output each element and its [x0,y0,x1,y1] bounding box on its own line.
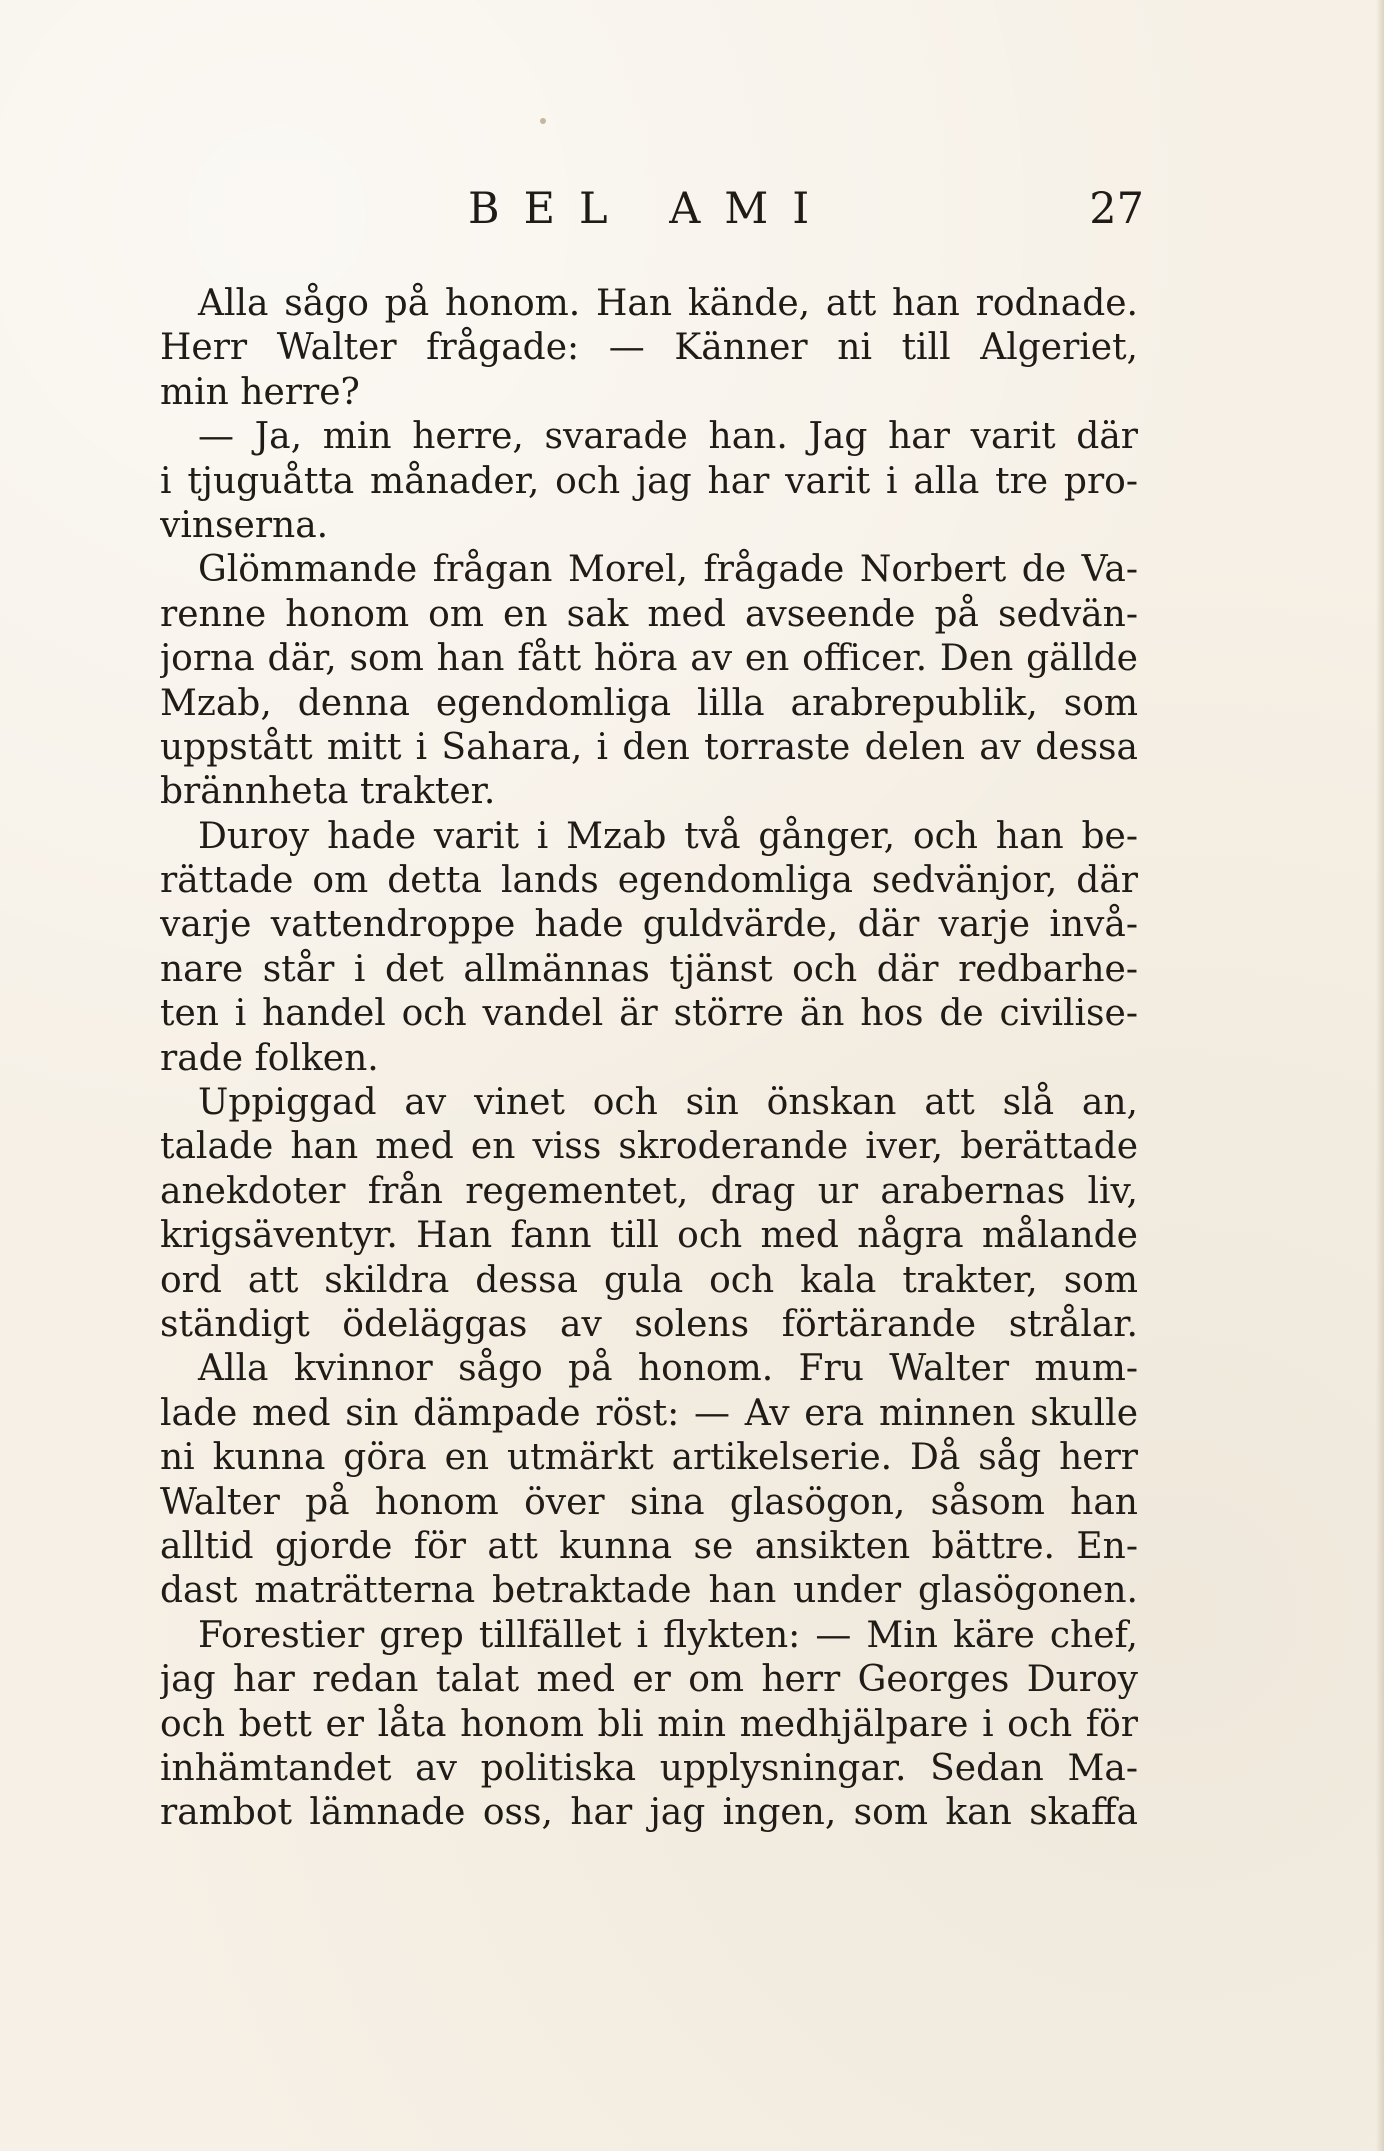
text-line: ni kunna göra en utmärkt artikelserie. Då såg herr [160,1437,1138,1479]
text-line: jag har redan talat med er om herr Georges Duroy [160,1659,1138,1701]
text-line: och bett er låta honom bli min medhjälpare i och för [160,1703,1138,1745]
running-title: BEL AMI [468,184,834,234]
text-line: lade med sin dämpade röst: — Av era minnen skulle [160,1392,1138,1434]
text-line: inhämtandet av politiska upplysningar. Sedan Ma- [160,1747,1138,1789]
text-line: Walter på honom över sina glasögon, såsom han [160,1481,1138,1523]
text-line: ständigt ödeläggas av solens förtärande strålar. [160,1303,1138,1345]
text-line: Herr Walter frågade: — Känner ni till Algeriet, [160,327,1138,369]
text-line: nare står i det allmännas tjänst och där redbarhe- [160,948,1138,990]
text-line: vinserna. [160,504,329,546]
text-line: anekdoter från regementet, drag ur arabernas liv, [160,1170,1138,1212]
text-line: i tjuguåtta månader, och jag har varit i alla tre pro- [160,460,1138,502]
text-line: Forestier grep tillfället i flykten: — Min käre chef, [198,1614,1138,1656]
text-line: — Ja, min herre, svarade han. Jag har varit där [198,416,1138,458]
page-header [160,178,1150,240]
text-line: brännheta trakter. [160,771,496,813]
text-line: Alla kvinnor sågo på honom. Fru Walter mum- [198,1348,1138,1390]
text-line: Alla sågo på honom. Han kände, att han rodnade. [198,283,1138,324]
text-line: renne honom om en sak med avseende på sedvän- [160,593,1138,635]
text-line: rambot lämnade oss, har jag ingen, som kan skaffa [160,1792,1138,1834]
body-text [160,282,1138,1836]
text-line: krigsäventyr. Han fann till och med några målande [160,1215,1138,1257]
paper-speck [540,118,546,124]
text-line: ord att skildra dessa gula och kala trakter, som [160,1259,1138,1301]
text-line: uppstått mitt i Sahara, i den torraste delen av dessa [160,726,1138,768]
text-line: rättade om detta lands egendomliga sedvänjor, där [160,860,1138,902]
text-line: Glömmande frågan Morel, frågade Norbert de Va- [198,549,1138,591]
text-line: Duroy hade varit i Mzab två gånger, och han be- [198,815,1138,857]
text-line: min herre? [160,371,360,413]
text-line: dast maträtterna betraktade han under glasögonen. [160,1570,1138,1612]
text-line: alltid gjorde för att kunna se ansikten bättre. En- [160,1525,1138,1567]
text-line: Mzab, denna egendomliga lilla arabrepublik, som [160,682,1138,724]
page-number: 27 [1089,184,1144,234]
page-edge-shadow [1376,0,1384,2151]
text-line: rade folken. [160,1037,379,1079]
text-line: Uppiggad av vinet och sin önskan att slå an, [198,1082,1138,1124]
text-line: talade han med en viss skroderande iver, berättade [160,1126,1138,1168]
text-line: jorna där, som han fått höra av en officer. Den gällde [160,638,1138,680]
text-line: varje vattendroppe hade guldvärde, där varje invå- [160,904,1138,946]
text-line: ten i handel och vandel är större än hos de civilise- [160,993,1138,1035]
